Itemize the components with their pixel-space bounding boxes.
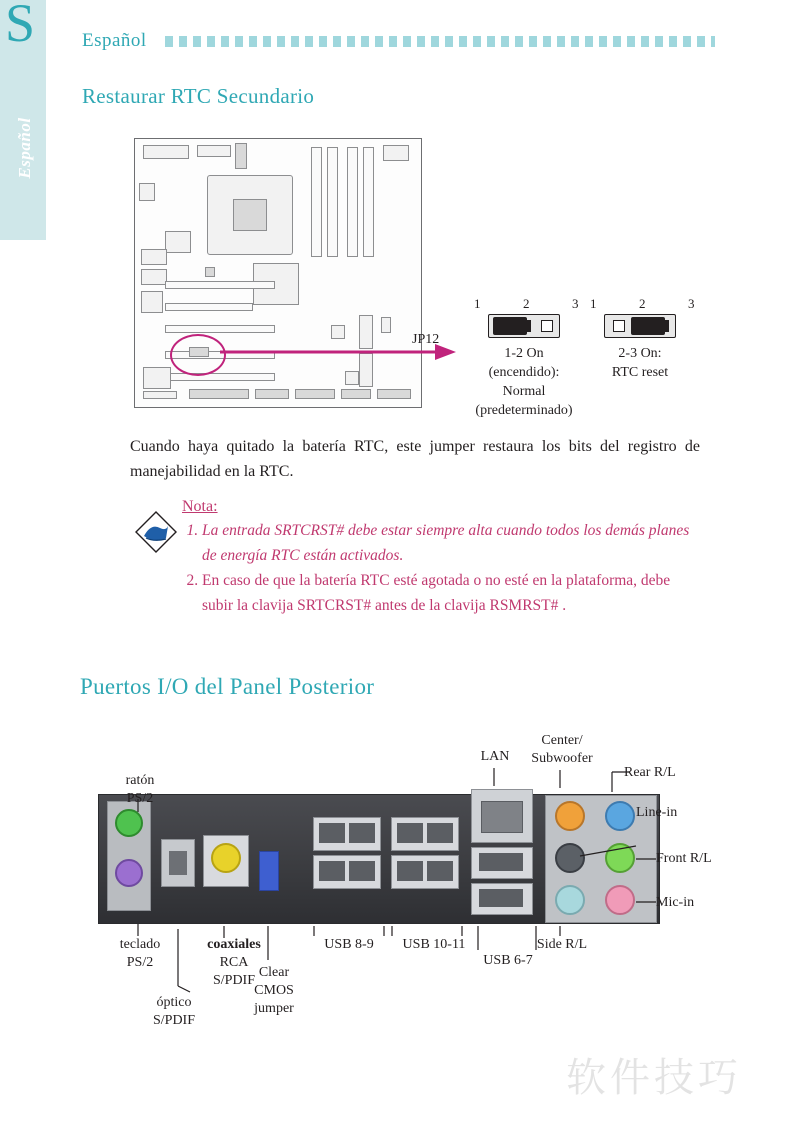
label-usb-6-7: USB 6-7 (483, 953, 533, 968)
front-panel-header (377, 389, 411, 399)
board-part (235, 143, 247, 169)
pin-3 (541, 320, 553, 332)
memory-slot (311, 147, 322, 257)
label-rear-rl: Rear R/L (624, 765, 676, 780)
note-icon (134, 510, 178, 554)
board-part (197, 145, 231, 157)
rear-io (141, 269, 167, 285)
pin-1 (613, 320, 625, 332)
memory-slot (327, 147, 338, 257)
rear-io-panel-diagram (90, 724, 730, 1044)
board-part (205, 267, 215, 277)
pin-2 (519, 320, 531, 332)
usb-port (479, 889, 523, 907)
header-dot-rule (165, 36, 715, 47)
mic-in-jack (605, 885, 635, 915)
jumper-option-1-caption: 1-2 On (encendido): Normal (predeterminado) (475, 346, 573, 418)
front-panel-header (295, 389, 335, 399)
usb-port (427, 823, 453, 843)
coaxial-rca-port (211, 843, 241, 873)
note-block (134, 498, 704, 618)
line-in-jack (555, 843, 585, 873)
memory-slot (363, 147, 374, 257)
watermark: 软件技巧 (566, 1055, 742, 1101)
usb-port (319, 823, 345, 843)
usb-port (349, 861, 375, 881)
rear-io (141, 291, 163, 313)
side-tab-label: Español (15, 117, 34, 179)
usb-port (479, 853, 523, 871)
header-title: Español (82, 30, 147, 51)
label-optical-spdif: óptico S/PDIF (152, 995, 196, 1028)
label-line-in: Line-in (636, 805, 678, 820)
page-header (82, 30, 722, 60)
front-panel-header (341, 389, 371, 399)
ps2-mouse-port (115, 809, 143, 837)
pin-3 (657, 320, 669, 332)
label-side-rl: Side R/L (536, 937, 588, 952)
pin-2 (635, 320, 647, 332)
front-panel-header (255, 389, 289, 399)
label-mic-in: Mic-in (656, 895, 695, 910)
usb-port (397, 823, 423, 843)
ps2-keyboard-port (115, 859, 143, 887)
front-rl-jack (605, 843, 635, 873)
lan-rj45-port (481, 801, 523, 833)
jp12-label: JP12 (412, 332, 440, 347)
clear-cmos-jumper (259, 851, 279, 891)
board-part (143, 391, 177, 399)
jumper-pin-numbers: 1 2 3 (474, 296, 591, 311)
side-rl-jack (555, 885, 585, 915)
section-heading-io: Puertos I/O del Panel Posterior (80, 674, 375, 699)
usb-port (319, 861, 345, 881)
rtc-paragraph: Cuando haya quitado la batería RTC, este jumper restaura los bits del registro de manejabilidad en la RTC. (130, 438, 700, 480)
label-lan: LAN (480, 749, 510, 764)
cpu-die (233, 199, 267, 231)
expansion-slot (165, 281, 275, 289)
note-list (182, 518, 704, 618)
label-usb-10-11: USB 10-11 (402, 937, 466, 952)
label-center-subwoofer: Center/ Subwoofer (531, 733, 593, 766)
jumper-option-2-caption: 2-3 On: RTC reset (611, 346, 669, 380)
jumper-option-2 (580, 296, 707, 382)
memory-slot (347, 147, 358, 257)
jumper-block-2 (604, 314, 676, 338)
note-title: Nota: (182, 498, 218, 515)
note-item: 2. En caso de que la batería RTC esté agotada o no esté en la plataforma, debe subir la clavija SRTCRST# antes de la clavija RSMRST# . (202, 568, 704, 618)
label-mouse-ps2: ratón PS/2 (125, 773, 155, 806)
note-item: 1. La entrada SRTCRST# debe estar siempre alta cuando todos los demás planes de energía RTC están activados. (202, 518, 704, 568)
motherboard-diagram (134, 138, 434, 410)
board-part (165, 231, 191, 253)
expansion-slot (165, 325, 275, 333)
label-coaxial-spdif: coaxiales RCA S/PDIF (207, 937, 261, 988)
usb-port (397, 861, 423, 881)
side-tab-body (0, 56, 46, 240)
label-front-rl: Front R/L (656, 851, 712, 866)
board-part (331, 325, 345, 339)
expansion-slot (165, 373, 275, 381)
board-part (381, 317, 391, 333)
usb-port (349, 823, 375, 843)
rear-io (141, 249, 167, 265)
side-tab (0, 0, 46, 240)
section-heading-rtc: Restaurar RTC Secundario (82, 84, 315, 108)
io-plate (98, 794, 660, 924)
rear-rl-jack (605, 801, 635, 831)
pin-1 (497, 320, 509, 332)
center-subwoofer-jack (555, 801, 585, 831)
optical-spdif-opening (169, 851, 187, 875)
jp12-highlight-ellipse (170, 334, 226, 376)
jumper-option-1 (464, 296, 591, 420)
board-part (345, 371, 359, 385)
label-clear-cmos: Clear CMOS jumper (254, 965, 294, 1016)
board-part (139, 183, 155, 201)
jumper-pin-numbers: 1 2 3 (590, 296, 707, 311)
side-tab-letter: S (5, 0, 36, 53)
board-part (143, 145, 189, 159)
front-panel-header (189, 389, 249, 399)
expansion-slot (165, 303, 253, 311)
label-usb-8-9: USB 8-9 (324, 937, 374, 952)
board-part (383, 145, 409, 161)
label-keyboard-ps2: teclado PS/2 (119, 937, 161, 970)
jumper-block-1 (488, 314, 560, 338)
board-part (143, 367, 171, 389)
usb-port (427, 861, 453, 881)
